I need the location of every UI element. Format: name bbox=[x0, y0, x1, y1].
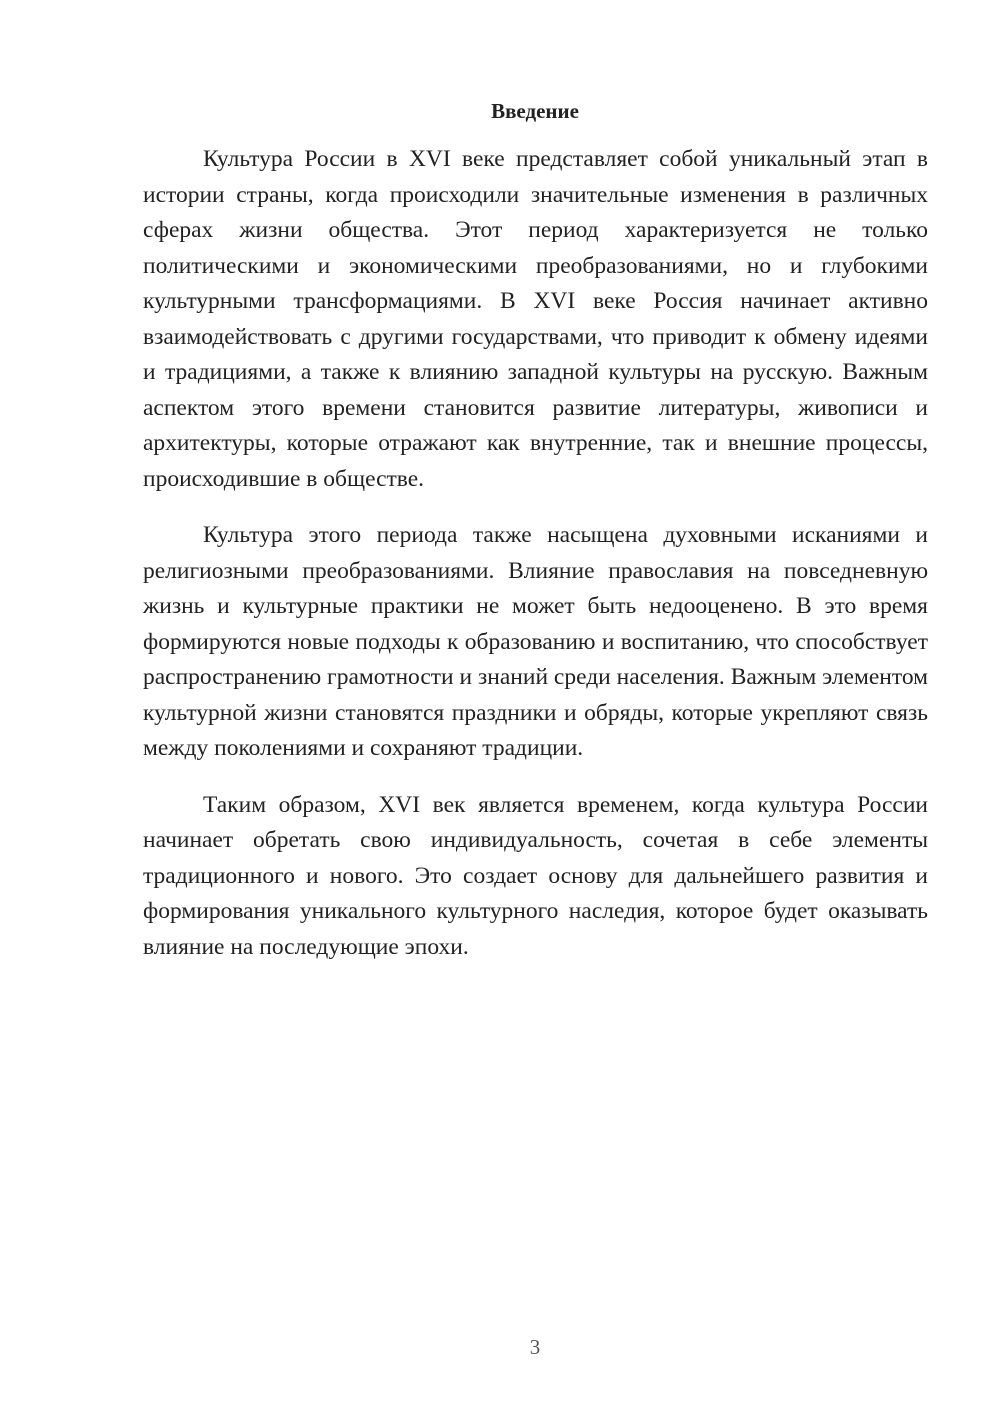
page-title: Введение bbox=[491, 99, 579, 123]
paragraph-3: Таким образом, XVI век является временем, когда культура России начинает обретать свою индивидуальность, сочетая в себе элементы традиционного и нового. Это создает основу для дальнейшего развития и формирования уникального культурного наследия, которое будет оказывать влияние на последующие эпохи. bbox=[143, 791, 928, 960]
page-number: 3 bbox=[529, 1335, 541, 1359]
paragraph-2: Культура этого периода также насыщена духовными исканиями и религиозными преобразованиями. Влияние православия на повседневную жизнь и культурные практики не может быть недооценено. В это время формируются новые подходы к образованию и воспитанию, что способствует распространению грамотности и знаний среди населения. Важным элементом культурной жизни становятся праздники и обряды, которые укрепляют связь между поколениями и сохраняют традиции. bbox=[143, 522, 928, 761]
body-text bbox=[143, 142, 928, 986]
paragraph-1: Культура России в XVI веке представляет собой уникальный этап в истории страны, когда происходили значительные изменения в различных сферах жизни общества. Этот период характеризуется не только политическими и экономическими преобразованиями, но и глубокими культурными трансформациями. В XVI веке Россия начинает активно взаимодействовать с другими государствами, что приводит к обмену идеями и традициями, а также к влиянию западной культуры на русскую. Важным аспектом этого времени становится развитие литературы, живописи и архитектуры, которые отражают как внутренние, так и внешние процессы, происходившие в обществе. bbox=[143, 146, 928, 492]
